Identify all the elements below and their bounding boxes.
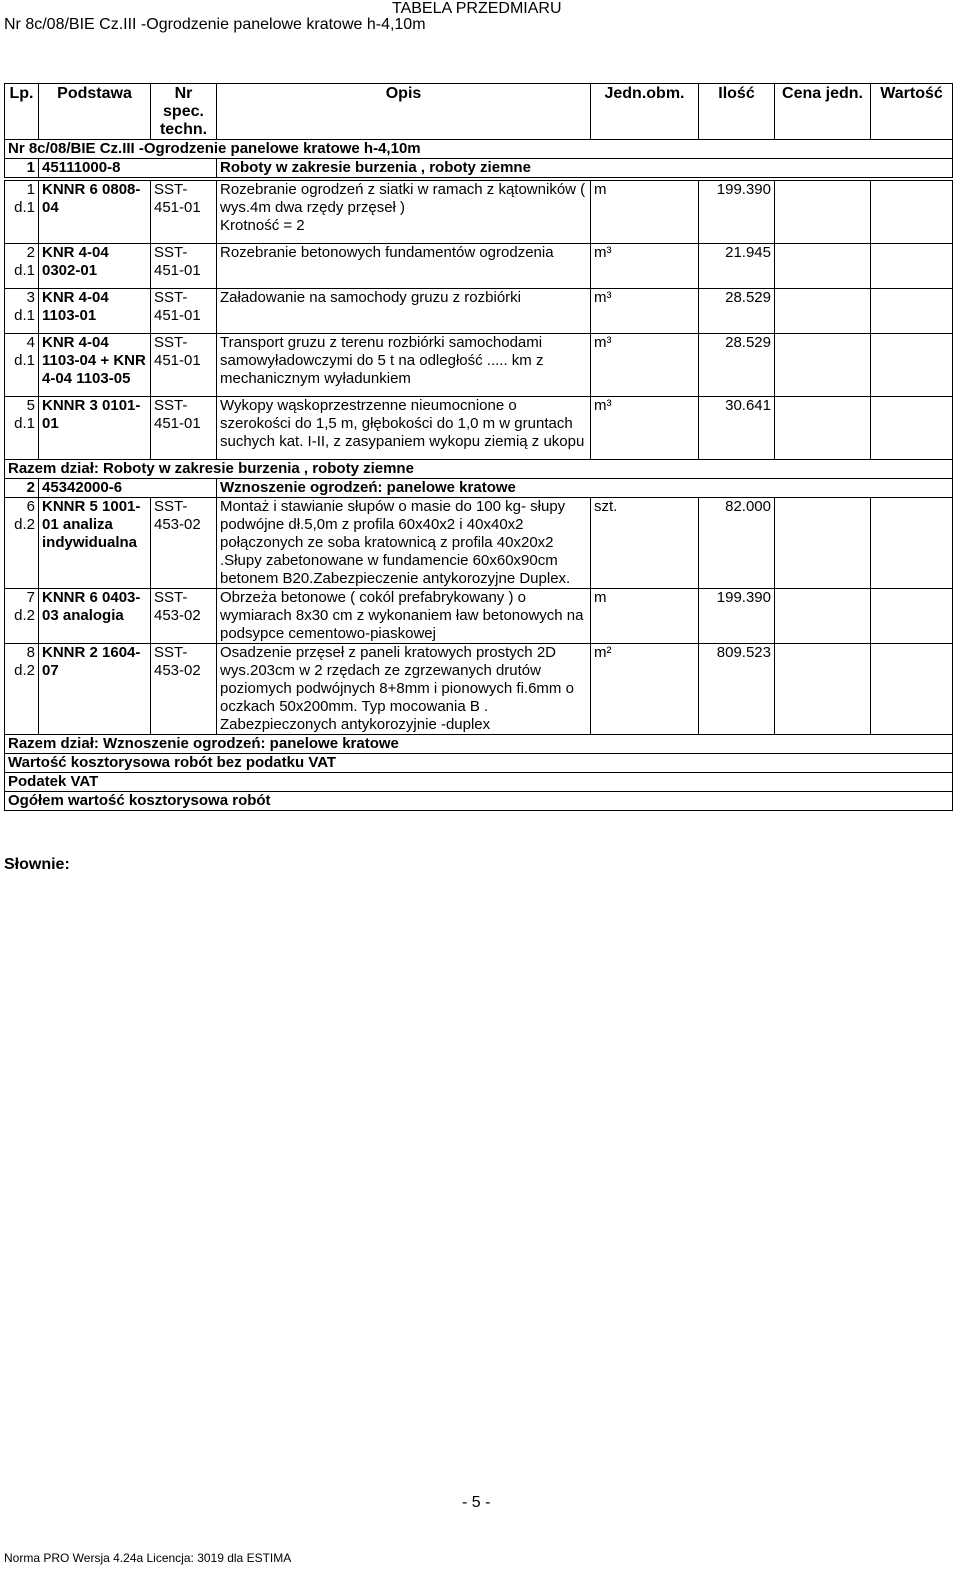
opis-cell <box>217 498 591 589</box>
col-header-ilosc: Ilość <box>699 84 775 140</box>
price-cell <box>775 397 871 452</box>
quantity-cell <box>699 244 775 281</box>
item-number: 1 <box>26 181 35 198</box>
gap-cell <box>5 451 39 460</box>
item-number: 2 <box>26 244 35 261</box>
gap-cell <box>591 451 699 460</box>
spec-text: SST-451-01 <box>154 244 201 279</box>
gap-cell <box>775 388 871 397</box>
unit-cell <box>591 498 699 589</box>
quantity-text: 809.523 <box>716 644 771 661</box>
total-vat-row <box>5 773 953 792</box>
division-lp: 1 <box>5 159 39 178</box>
podstawa-text: KNR 4-04 1103-01 <box>42 289 109 324</box>
gap-cell <box>775 280 871 289</box>
table-row <box>5 334 953 389</box>
gap-cell <box>5 325 39 334</box>
value-cell <box>871 589 953 644</box>
gap-cell <box>39 235 151 244</box>
opis-text: Załadowanie na samochody gruzu z rozbiórki <box>220 289 521 306</box>
item-division: d.1 <box>14 307 35 324</box>
col-header-nrspec: Nr spec. techn. <box>151 84 217 140</box>
total-brutto: Ogółem wartość kosztorysowa robót <box>5 792 953 811</box>
value-cell <box>871 397 953 452</box>
item-division: d.1 <box>14 262 35 279</box>
gap-cell <box>871 280 953 289</box>
table-row <box>5 289 953 326</box>
document-title: TABELA PRZEDMIARU <box>392 0 562 17</box>
spec-cell <box>151 644 217 735</box>
opis-cell <box>217 289 591 326</box>
gap-cell <box>5 388 39 397</box>
spec-text: SST-451-01 <box>154 334 201 369</box>
price-cell <box>775 589 871 644</box>
unit-cell <box>591 181 699 236</box>
spec-text: SST-453-02 <box>154 498 201 533</box>
value-cell <box>871 289 953 326</box>
price-cell <box>775 644 871 735</box>
item-number: 5 <box>26 397 35 414</box>
unit-cell <box>591 644 699 735</box>
gap-cell <box>591 388 699 397</box>
podstawa-cell <box>39 397 151 452</box>
quantity-text: 199.390 <box>716 181 771 198</box>
row-gap <box>5 280 953 289</box>
quantity-text: 21.945 <box>725 244 771 261</box>
podstawa-text: KNNR 3 0101-01 <box>42 397 141 432</box>
total-netto-row <box>5 754 953 773</box>
opis-text: Rozebranie betonowych fundamentów ogrodzenia <box>220 244 554 261</box>
software-footer: Norma PRO Wersja 4.24a Licencja: 3019 dla ESTIMA <box>4 1551 292 1565</box>
gap-cell <box>217 325 591 334</box>
price-cell <box>775 244 871 281</box>
value-cell <box>871 334 953 389</box>
gap-cell <box>39 451 151 460</box>
lp-cell <box>5 181 39 236</box>
table-row <box>5 397 953 452</box>
opis-cell <box>217 644 591 735</box>
unit-text: m <box>594 589 607 606</box>
item-division: d.1 <box>14 352 35 369</box>
podstawa-cell <box>39 644 151 735</box>
spec-text: SST-451-01 <box>154 289 201 324</box>
podstawa-text: KNNR 6 0808-04 <box>42 181 141 216</box>
spec-text: SST-453-02 <box>154 644 201 679</box>
quantity-cell <box>699 589 775 644</box>
gap-cell <box>871 235 953 244</box>
amount-in-words-label: Słownie: <box>4 856 70 873</box>
division-summary-row-1 <box>5 460 953 479</box>
col-header-wartosc: Wartość <box>871 84 953 140</box>
gap-cell <box>5 235 39 244</box>
total-netto: Wartość kosztorysowa robót bez podatku VAT <box>5 754 953 773</box>
spec-cell <box>151 498 217 589</box>
podstawa-cell <box>39 181 151 236</box>
gap-cell <box>775 235 871 244</box>
gap-cell <box>591 325 699 334</box>
unit-cell <box>591 589 699 644</box>
opis-cell <box>217 181 591 236</box>
quantity-text: 82.000 <box>725 498 771 515</box>
unit-text: m³ <box>594 244 612 261</box>
gap-cell <box>151 235 217 244</box>
gap-cell <box>39 280 151 289</box>
gap-cell <box>5 280 39 289</box>
col-header-podstawa: Podstawa <box>39 84 151 140</box>
spec-cell <box>151 397 217 452</box>
lp-cell <box>5 334 39 389</box>
opis-cell <box>217 589 591 644</box>
quantity-cell <box>699 289 775 326</box>
table-row <box>5 244 953 281</box>
gap-cell <box>39 325 151 334</box>
gap-cell <box>217 280 591 289</box>
gap-cell <box>591 280 699 289</box>
opis-cell <box>217 397 591 452</box>
gap-cell <box>151 325 217 334</box>
row-gap <box>5 388 953 397</box>
podstawa-cell <box>39 498 151 589</box>
value-cell <box>871 644 953 735</box>
division-summary: Razem dział: Roboty w zakresie burzenia , roboty ziemne <box>5 460 953 479</box>
unit-cell <box>591 397 699 452</box>
opis-extra-text: Krotność = 2 <box>220 217 305 234</box>
opis-text: Montaż i stawianie słupów o masie do 100 kg- słupy podwójne dł.5,0m z profila 60x40x2 i 40x40x2 połączonych ze soba kratownicą z profila 40x20x2 .Słupy zabetonowane w fundamencie 60x60x90cm betonem B20.Zabezpieczenie antykorozyjne Duplex. <box>220 498 571 587</box>
gap-cell <box>699 451 775 460</box>
quantity-cell <box>699 181 775 236</box>
row-gap <box>5 235 953 244</box>
division-row-1 <box>5 159 953 178</box>
gap-cell <box>775 451 871 460</box>
gap-cell <box>217 451 591 460</box>
division-lp: 2 <box>5 479 39 498</box>
table-row <box>5 498 953 589</box>
podstawa-cell <box>39 334 151 389</box>
gap-cell <box>699 280 775 289</box>
division-summary-row-2 <box>5 735 953 754</box>
gap-cell <box>871 388 953 397</box>
document-subtitle: Nr 8c/08/BIE Cz.III -Ogrodzenie panelowe kratowe h-4,10m <box>4 16 426 33</box>
lp-cell <box>5 289 39 326</box>
opis-text: Obrzeża betonowe ( cokól prefabrykowany ) o wymiarach 8x30 cm z wykonaniem ław betonowych na podsypce cementowo-piaskowej <box>220 589 584 642</box>
opis-text: Transport gruzu z terenu rozbiórki samochodami samowyładowczymi do 5 t na odległość ..... km z mechanicznym wyładunkiem <box>220 334 544 387</box>
col-header-cena: Cena jedn. <box>775 84 871 140</box>
page-number: - 5 - <box>462 1494 491 1511</box>
gap-cell <box>151 451 217 460</box>
division-row-2 <box>5 479 953 498</box>
unit-text: m³ <box>594 289 612 306</box>
col-header-lp: Lp. <box>5 84 39 140</box>
table-header-row <box>5 84 953 140</box>
item-number: 7 <box>26 589 35 606</box>
podstawa-text: KNNR 5 1001-01 analiza indywidualna <box>42 498 141 551</box>
item-division: d.2 <box>14 516 35 533</box>
gap-cell <box>151 280 217 289</box>
lp-cell <box>5 498 39 589</box>
unit-cell <box>591 289 699 326</box>
row-gap <box>5 325 953 334</box>
table-row <box>5 644 953 735</box>
col-header-jedn: Jedn.obm. <box>591 84 699 140</box>
gap-cell <box>217 388 591 397</box>
division-code: 45342000-6 <box>39 479 217 498</box>
quantity-cell <box>699 644 775 735</box>
quantity-text: 28.529 <box>725 334 771 351</box>
gap-cell <box>871 451 953 460</box>
opis-text: Wykopy wąskoprzestrzenne nieumocnione o szerokości do 1,5 m, głębokości do 1,0 m w gruntach suchych kat. I-II, z zasypaniem wykopu ziemią z ukopu <box>220 397 585 450</box>
division-code: 45111000-8 <box>39 159 217 178</box>
total-vat: Podatek VAT <box>5 773 953 792</box>
spec-cell <box>151 244 217 281</box>
value-cell <box>871 244 953 281</box>
quantity-text: 199.390 <box>716 589 771 606</box>
division-name: Roboty w zakresie burzenia , roboty ziemne <box>217 159 953 178</box>
item-division: d.1 <box>14 415 35 432</box>
spec-text: SST-453-02 <box>154 589 201 624</box>
gap-cell <box>39 388 151 397</box>
lp-cell <box>5 244 39 281</box>
section-title-row <box>5 140 953 159</box>
value-cell <box>871 181 953 236</box>
gap-cell <box>217 235 591 244</box>
spec-text: SST-451-01 <box>154 397 201 432</box>
item-number: 6 <box>26 498 35 515</box>
spec-text: SST-451-01 <box>154 181 201 216</box>
lp-cell <box>5 397 39 452</box>
spec-cell <box>151 589 217 644</box>
total-brutto-row <box>5 792 953 811</box>
gap-cell <box>699 325 775 334</box>
value-cell <box>871 498 953 589</box>
podstawa-text: KNR 4-04 0302-01 <box>42 244 109 279</box>
gap-cell <box>699 235 775 244</box>
spec-cell <box>151 181 217 236</box>
price-cell <box>775 289 871 326</box>
item-division: d.1 <box>14 199 35 216</box>
price-cell <box>775 334 871 389</box>
quantity-cell <box>699 334 775 389</box>
podstawa-text: KNNR 6 0403-03 analogia <box>42 589 141 624</box>
item-number: 8 <box>26 644 35 661</box>
price-cell <box>775 181 871 236</box>
quantity-cell <box>699 397 775 452</box>
quantity-text: 30.641 <box>725 397 771 414</box>
opis-cell <box>217 244 591 281</box>
table-row <box>5 589 953 644</box>
gap-cell <box>699 388 775 397</box>
unit-text: m³ <box>594 334 612 351</box>
unit-text: m² <box>594 644 612 661</box>
gap-cell <box>871 325 953 334</box>
unit-cell <box>591 334 699 389</box>
table-row <box>5 181 953 236</box>
podstawa-cell <box>39 244 151 281</box>
podstawa-text: KNR 4-04 1103-04 + KNR 4-04 1103-05 <box>42 334 146 387</box>
unit-text: m³ <box>594 397 612 414</box>
unit-text: m <box>594 181 607 198</box>
quantity-cell <box>699 498 775 589</box>
podstawa-text: KNNR 2 1604-07 <box>42 644 141 679</box>
unit-text: szt. <box>594 498 618 515</box>
gap-cell <box>151 388 217 397</box>
gap-cell <box>775 325 871 334</box>
row-gap <box>5 451 953 460</box>
estimate-table-body <box>4 180 953 811</box>
division-summary: Razem dział: Wznoszenie ogrodzeń: panelowe kratowe <box>5 735 953 754</box>
item-division: d.2 <box>14 607 35 624</box>
estimate-table <box>4 83 953 178</box>
gap-cell <box>591 235 699 244</box>
opis-text: Osadzenie przęseł z paneli kratowych prostych 2D wys.203cm w 2 rzędach ze zgrzewanych drutów poziomych podwójnych 8+8mm i pionowych fi.6mm o oczkach 50x200mm. Typ mocowania B . Zabezpieczonych antykorozyjnie -duplex <box>220 644 574 733</box>
spec-cell <box>151 334 217 389</box>
podstawa-cell <box>39 289 151 326</box>
price-cell <box>775 498 871 589</box>
section-title: Nr 8c/08/BIE Cz.III -Ogrodzenie panelowe kratowe h-4,10m <box>5 140 953 159</box>
spec-cell <box>151 289 217 326</box>
opis-cell <box>217 334 591 389</box>
quantity-text: 28.529 <box>725 289 771 306</box>
unit-cell <box>591 244 699 281</box>
opis-text: Rozebranie ogrodzeń z siatki w ramach z kątowników ( wys.4m dwa rzędy przęseł ) <box>220 181 586 216</box>
lp-cell <box>5 644 39 735</box>
item-number: 3 <box>26 289 35 306</box>
col-header-opis: Opis <box>217 84 591 140</box>
lp-cell <box>5 589 39 644</box>
podstawa-cell <box>39 589 151 644</box>
item-number: 4 <box>26 334 35 351</box>
item-division: d.2 <box>14 662 35 679</box>
division-name: Wznoszenie ogrodzeń: panelowe kratowe <box>217 479 953 498</box>
